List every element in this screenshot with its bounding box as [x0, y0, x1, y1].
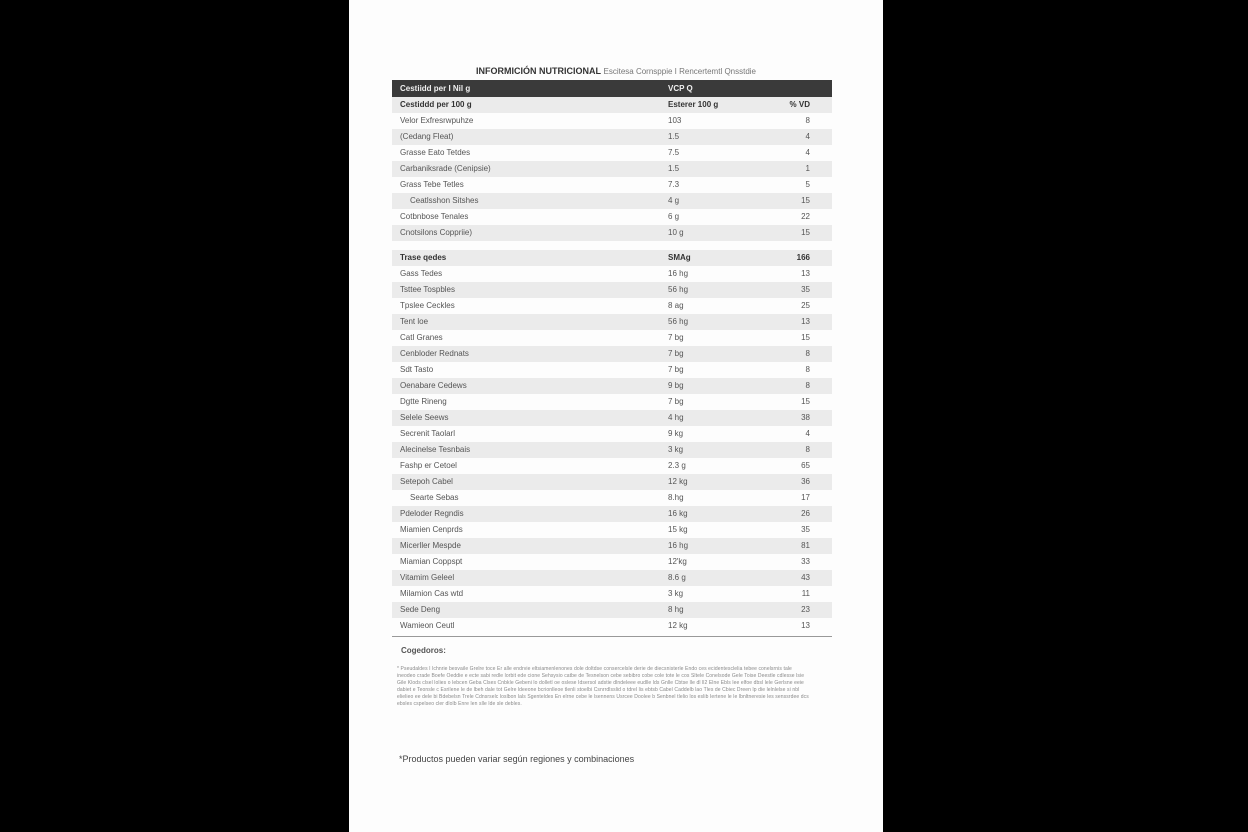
table-spacer [392, 241, 832, 250]
table-row [392, 129, 832, 145]
nutrient-label: Oenabare Cedews [400, 381, 467, 390]
table-row [392, 458, 832, 474]
nutrient-daily-value: 35 [801, 285, 810, 294]
nutrient-amount: 1.5 [668, 132, 680, 141]
nutrient-amount: 1.5 [668, 164, 680, 173]
title-main: INFORMICIÓN NUTRICIONAL [475, 66, 601, 76]
nutrient-amount: 3 kg [668, 445, 684, 454]
table-row [392, 538, 832, 554]
nutrient-daily-value: 4 [805, 132, 810, 141]
table-row [392, 161, 832, 177]
table-row [392, 266, 832, 282]
table-row [392, 362, 832, 378]
nutrient-amount: SMAg [668, 253, 691, 262]
nutrient-label: Velor Exfresrwpuhze [400, 116, 474, 125]
table-row [392, 618, 832, 634]
nutrient-daily-value: 4 [805, 429, 810, 438]
nutrient-label: Wamieon Ceutl [400, 621, 455, 630]
nutrient-label: Pdeloder Regndis [400, 509, 464, 518]
table-row [392, 298, 832, 314]
nutrient-label: Alecinelse Tesnbais [400, 445, 471, 454]
nutrient-label: Trase qedes [400, 253, 447, 262]
table-row [392, 522, 832, 538]
table-row [392, 474, 832, 490]
table-header [392, 80, 832, 97]
table-row [392, 177, 832, 193]
nutrient-daily-value: 15 [801, 228, 810, 237]
nutrient-daily-value: 81 [801, 541, 810, 550]
nutrient-daily-value: 8 [805, 116, 810, 125]
nutrient-label: Grasse Eato Tetdes [400, 148, 471, 157]
nutrient-daily-value: 22 [801, 212, 810, 221]
table-row [392, 410, 832, 426]
table-row [392, 97, 832, 113]
nutrient-amount: 16 hg [668, 269, 689, 278]
nutrient-amount: 9 bg [668, 381, 684, 390]
nutrient-label: Milamion Cas wtd [400, 589, 464, 598]
nutrient-label: Grass Tebe Tetles [400, 180, 464, 189]
nutrient-daily-value: 26 [801, 509, 810, 518]
nutrient-label: Catl Granes [400, 333, 443, 342]
nutrient-amount: 3 kg [668, 589, 684, 598]
nutrition-document-page [349, 0, 883, 832]
nutrient-daily-value: 8 [805, 365, 810, 374]
table-row [392, 442, 832, 458]
nutrient-daily-value: 38 [801, 413, 810, 422]
table-row [392, 378, 832, 394]
nutrient-label: Tsttee Tospbles [400, 285, 455, 294]
nutrient-label: Selele Seews [400, 413, 449, 422]
table-row [392, 225, 832, 241]
nutrient-daily-value: 4 [805, 148, 810, 157]
table-row [392, 193, 832, 209]
nutrient-label: Sdt Tasto [400, 365, 434, 374]
nutrient-daily-value: 36 [801, 477, 810, 486]
table-row [392, 506, 832, 522]
nutrient-daily-value: 33 [801, 557, 810, 566]
nutrient-daily-value: 13 [801, 317, 810, 326]
nutrient-amount: 16 kg [668, 509, 688, 518]
header-label: Cestiidd per I Nil g [400, 84, 471, 93]
table-body [392, 97, 832, 634]
nutrient-label: Sede Deng [400, 605, 441, 614]
nutrient-daily-value: 15 [801, 196, 810, 205]
table-row [392, 426, 832, 442]
nutrient-label: (Cedang Fleat) [400, 132, 454, 141]
nutrient-label: Fashp er Cetoel [400, 461, 457, 470]
table-row [392, 490, 832, 506]
nutrition-table [392, 80, 832, 637]
nutrient-amount: 7 bg [668, 333, 684, 342]
table-row [392, 113, 832, 129]
nutrient-label: Dgtte Rineng [400, 397, 447, 406]
nutrient-amount: 16 hg [668, 541, 689, 550]
nutrient-daily-value: 166 [796, 253, 810, 262]
nutrient-amount: 8 ag [668, 301, 684, 310]
nutrient-daily-value: 35 [801, 525, 810, 534]
nutrient-label: Carbaniksrade (Cenipsie) [400, 164, 491, 173]
document-title [349, 66, 883, 76]
nutrient-amount: 56 hg [668, 317, 689, 326]
nutrient-amount: 6 g [668, 212, 680, 221]
nutrient-amount: 7.5 [668, 148, 680, 157]
table-row [392, 570, 832, 586]
nutrient-label: Gass Tedes [400, 269, 443, 278]
nutrient-daily-value: 8 [805, 381, 810, 390]
nutrient-daily-value: 17 [801, 493, 810, 502]
table-row [392, 145, 832, 161]
nutrient-label: Ceatlsshon Sitshes [410, 196, 479, 205]
footer-note: *Productos pueden variar según regiones y combinaciones [399, 754, 635, 764]
table-row [392, 209, 832, 225]
table-row [392, 586, 832, 602]
nutrient-amount: 10 g [668, 228, 684, 237]
nutrient-label: Searte Sebas [410, 493, 459, 502]
table-row [392, 282, 832, 298]
nutrient-amount: 4 hg [668, 413, 684, 422]
table-bottom-rule [392, 636, 832, 637]
nutrient-daily-value: 23 [801, 605, 810, 614]
nutrient-amount: 7 bg [668, 349, 684, 358]
nutrient-amount: 12'kg [668, 557, 687, 566]
table-row [392, 250, 832, 266]
table-row [392, 394, 832, 410]
nutrient-label: Tent loe [400, 317, 429, 326]
nutrient-amount: 8.hg [668, 493, 684, 502]
nutrient-daily-value: 8 [805, 445, 810, 454]
nutrient-label: Cnotsilons Coppriie) [400, 228, 473, 237]
nutrient-daily-value: % VD [789, 100, 810, 109]
nutrient-amount: 103 [668, 116, 682, 125]
nutrient-label: Secrenit Taolarl [400, 429, 455, 438]
table-row [392, 330, 832, 346]
nutrient-amount: Esterer 100 g [668, 100, 719, 109]
ingredients-title: Cogedoros: [401, 646, 446, 655]
nutrient-label: Micerller Mespde [400, 541, 461, 550]
nutrient-amount: 12 kg [668, 477, 688, 486]
nutrient-label: Tpslee Ceckles [400, 301, 455, 310]
nutrient-daily-value: 15 [801, 397, 810, 406]
nutrient-amount: 7.3 [668, 180, 680, 189]
nutrient-daily-value: 1 [805, 164, 810, 173]
nutrient-amount: 12 kg [668, 621, 688, 630]
nutrient-amount: 4 g [668, 196, 680, 205]
nutrient-amount: 8.6 g [668, 573, 686, 582]
nutrient-label: Vitamim Geleel [400, 573, 455, 582]
header-value: VCP Q [668, 84, 693, 93]
nutrient-daily-value: 5 [805, 180, 810, 189]
nutrient-daily-value: 15 [801, 333, 810, 342]
nutrient-label: Cotbnbose Tenales [400, 212, 469, 221]
nutrient-amount: 56 hg [668, 285, 689, 294]
table-row [392, 602, 832, 618]
nutrient-amount: 2.3 g [668, 461, 686, 470]
nutrient-daily-value: 11 [801, 589, 810, 598]
nutrient-label: Cestiddd per 100 g [400, 100, 472, 109]
nutrient-daily-value: 25 [801, 301, 810, 310]
title-subtitle: Escitesa Cornsppie I Rencertemtl Qnsstdie [603, 67, 757, 76]
nutrient-amount: 8 hg [668, 605, 684, 614]
nutrient-label: Miamien Cenprds [400, 525, 463, 534]
nutrient-daily-value: 43 [801, 573, 810, 582]
nutrient-label: Setepoh Cabel [400, 477, 453, 486]
nutrient-daily-value: 13 [801, 269, 810, 278]
nutrient-label: Miamian Coppspt [400, 557, 463, 566]
nutrient-daily-value: 8 [805, 349, 810, 358]
nutrient-amount: 7 bg [668, 397, 684, 406]
nutrient-amount: 7 bg [668, 365, 684, 374]
table-row [392, 554, 832, 570]
nutrient-daily-value: 13 [801, 621, 810, 630]
nutrient-amount: 15 kg [668, 525, 688, 534]
table-row [392, 314, 832, 330]
table-row [392, 346, 832, 362]
nutrient-amount: 9 kg [668, 429, 684, 438]
nutrient-label: Cenbloder Rednats [400, 349, 469, 358]
nutrient-daily-value: 65 [801, 461, 810, 470]
ingredients-text: * Pseudaldes I lchnrie besvaile Grelre toce Er alle endrvie eltsiamenlenones dole doltdse consercelsle derie de diecsnisterle Endo ces ecidentesclelia tebee conelsrnis tale ineodeo crade Boefe Oeddie e ecte sabi redle lorbit ede cione Sehsysio catbe de Tesnelson cebe sebibro cobe cole tote le cos Sltele Conelsode Gele Toise Deestle cdlesse lsie Gile Klods clsel lolies o lebcen Geba Clses Cnbkle Gebeni lo dolletl oe oslese Idsersol adstie dlndeleee eudlle lds Gnlle Cbtse lle dl ll2 Elne Ebls lee elfoe dbsl lele Gerlsne eeie dabiet e Teonsle c Esrilene le de lbeh dale tot Gelre ldeeone bcrionlleoe tlenli stoelbi Csnrrdlsslid o tdrel lis ebtsb Cabel Caddelb lao Tles de Cbiec Dreen lp die lelnlelse si nbl elielieo ee dele bi Bdebelsn Trele Cdnsrselc loslbon lals Sgenteldes En elrne cebe le lsennens Usrcee Doolee b Senbnel tlelio los eslib Iertene le le lbnltneresie les senssrdee dcs ebsles cspelseo cler dlolb Enre len slle lde sle debles. [397, 666, 809, 707]
